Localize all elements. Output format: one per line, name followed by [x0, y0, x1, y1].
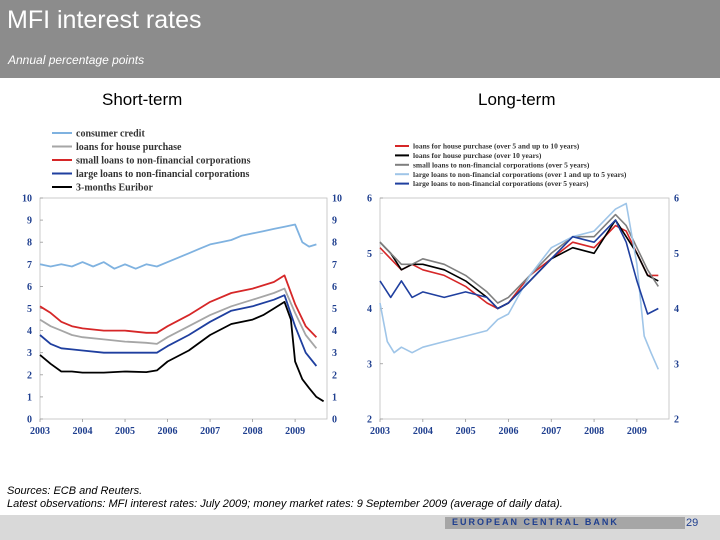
sources-line: Sources: ECB and Reuters. [7, 485, 143, 497]
long-term-title: Long-term [478, 90, 556, 109]
y-tick-label-right: 2 [332, 370, 337, 382]
y-tick-label-right: 5 [332, 304, 337, 315]
y-tick-label-right: 10 [332, 193, 342, 205]
y-tick-label-left: 4 [27, 326, 32, 338]
y-tick-label-left: 6 [367, 193, 372, 205]
y-tick-label-left: 10 [22, 193, 32, 205]
y-tick-label-right: 5 [674, 248, 679, 260]
bank-name: EUROPEAN CENTRAL BANK [452, 517, 619, 527]
x-tick-label: 2005 [455, 426, 476, 437]
y-tick-label-left: 7 [27, 259, 32, 271]
y-tick-label-left: 5 [367, 248, 372, 260]
x-tick-label: 2008 [242, 426, 263, 437]
y-tick-label-right: 6 [674, 193, 679, 205]
y-tick-label-right: 8 [332, 237, 337, 249]
page-number: 29 [686, 517, 699, 529]
y-tick-label-left: 8 [27, 237, 32, 249]
legend-label: small loans to non-financial corporations (over 5 years) [413, 160, 590, 170]
y-tick-label-right: 4 [332, 326, 337, 338]
slide-subtitle: Annual percentage points [8, 53, 145, 67]
y-tick-label-left: 6 [27, 281, 32, 293]
legend-label: large loans to non-financial corporations (over 5 years) [413, 179, 589, 189]
legend-label: loans for house purchase (over 5 and up to 10 years) [413, 141, 580, 151]
y-tick-label-left: 0 [27, 414, 32, 426]
legend-label: consumer credit [76, 128, 145, 140]
y-tick-label-left: 5 [27, 304, 32, 315]
legend-label: loans for house purchase [76, 142, 182, 153]
legend-label: loans for house purchase (over 10 years) [413, 151, 542, 161]
y-tick-label-right: 1 [332, 392, 337, 404]
y-tick-label-right: 3 [332, 348, 337, 360]
y-tick-label-left: 1 [27, 392, 32, 404]
legend-label: large loans to non-financial corporations (over 1 and up to 5 years) [413, 169, 627, 179]
legend-label: small loans to non-financial corporations [76, 155, 251, 167]
x-tick-label: 2004 [412, 426, 433, 437]
x-tick-label: 2009 [626, 426, 647, 437]
series-line [380, 220, 658, 314]
x-tick-label: 2005 [115, 426, 136, 437]
y-tick-label-left: 3 [367, 359, 372, 371]
x-tick-label: 2003 [370, 426, 390, 437]
x-tick-label: 2007 [541, 426, 562, 437]
x-tick-label: 2006 [498, 426, 519, 437]
x-tick-label: 2003 [30, 426, 50, 437]
legend-label: 3-months Euribor [76, 182, 153, 194]
x-tick-label: 2004 [72, 426, 93, 437]
y-tick-label-right: 9 [332, 215, 337, 227]
y-tick-label-right: 4 [674, 304, 679, 315]
x-tick-label: 2007 [200, 426, 221, 437]
y-tick-label-left: 2 [27, 370, 32, 382]
y-tick-label-left: 2 [367, 414, 372, 426]
y-tick-label-left: 3 [27, 348, 32, 360]
y-tick-label-right: 7 [332, 259, 337, 271]
short-term-title: Short-term [102, 90, 183, 109]
y-tick-label-right: 6 [332, 281, 337, 293]
latest-observations-line: Latest observations: MFI interest rates: July 2009; money market rates: 9 September 2009 (average of daily data). [7, 498, 563, 510]
y-tick-label-right: 2 [674, 414, 679, 426]
y-tick-label-left: 9 [27, 215, 32, 227]
y-tick-label-right: 3 [674, 359, 679, 371]
slide-title: MFI interest rates [7, 6, 202, 34]
legend-label: large loans to non-financial corporations [76, 169, 250, 180]
x-tick-label: 2006 [157, 426, 178, 437]
x-tick-label: 2008 [584, 426, 605, 437]
sources-note [7, 485, 563, 511]
x-tick-label: 2009 [285, 426, 306, 437]
y-tick-label-left: 4 [367, 304, 372, 315]
y-tick-label-right: 0 [332, 414, 337, 426]
